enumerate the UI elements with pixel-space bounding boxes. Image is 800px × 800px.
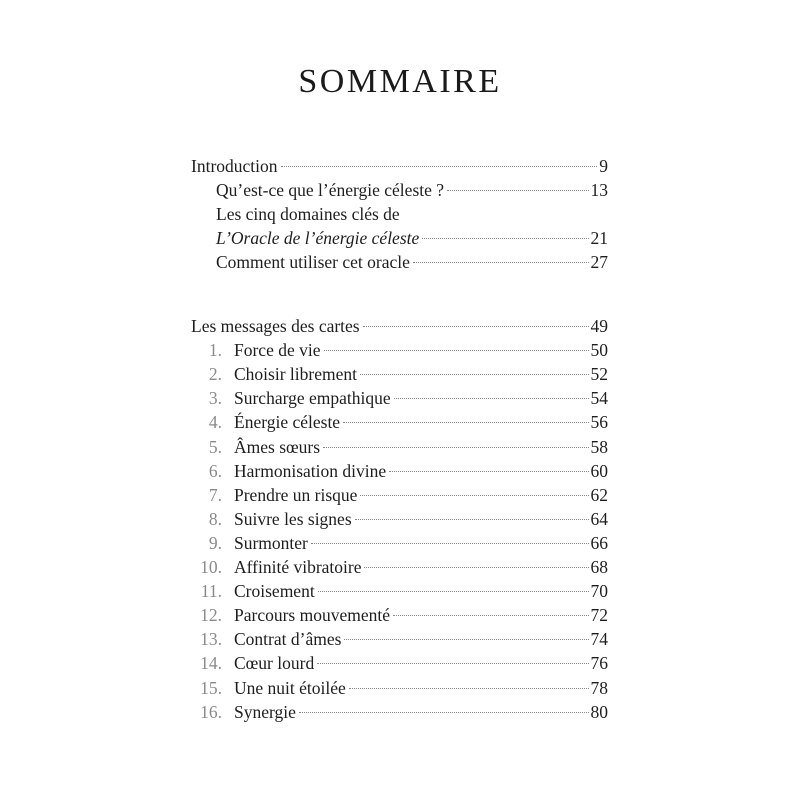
entry-label: Choisir librement [234,364,357,385]
entry-number: 8. [208,508,222,529]
entry-label: Une nuit étoilée [234,677,346,698]
dot-leader [323,447,588,448]
entry-label: Suivre les signes [234,508,352,529]
entry-label: Surcharge empathique [234,388,391,409]
toc-entry [216,202,608,226]
dot-leader [349,688,589,689]
entry-page-number: 76 [590,653,608,674]
entry-label: Surmonter [234,532,308,553]
entry-label: Âmes sœurs [234,436,321,457]
toc-card-entry [192,651,608,675]
entry-page-number: 80 [590,701,608,722]
entry-page-number: 49 [590,316,608,336]
entry-label: Énergie céleste [234,412,341,433]
dot-leader [281,166,598,167]
entry-label: Affinité vibratoire [234,557,362,577]
entry-page-number: 50 [590,340,608,361]
dot-leader [364,567,588,568]
entry-number: 13. [200,629,222,650]
entry-page-number: 74 [590,629,608,650]
dot-leader [344,639,588,640]
toc-entry [191,314,608,338]
entry-page-number: 70 [590,581,608,602]
toc-card-entry [192,362,608,386]
entry-label: Prendre un risque [234,484,358,505]
entry-label: Les messages des cartes [191,316,360,336]
entry-label: Introduction [191,156,278,176]
entry-label: Cœur lourd [234,653,315,674]
entry-label: Synergie [234,701,296,722]
entry-number: 3. [208,388,222,409]
entry-label: Parcours mouvementé [234,605,390,626]
toc-card-entry [192,410,608,434]
dot-leader [343,422,588,423]
toc-card-entry [192,555,608,579]
entry-page-number: 9 [599,156,608,176]
entry-number: 6. [208,460,222,481]
entry-number: 9. [208,532,222,553]
entry-number: 10. [200,557,222,577]
toc-entry [216,178,608,202]
dot-leader [355,519,589,520]
dot-leader [413,262,589,263]
dot-leader [363,326,589,327]
dot-leader [360,374,589,375]
dot-leader [394,398,589,399]
toc-card-entry [192,338,608,362]
dot-leader [324,350,589,351]
entry-page-number: 58 [590,436,608,457]
toc-card-entry [192,483,608,507]
entry-number: 12. [200,605,222,626]
entry-page-number: 56 [590,412,608,433]
entry-page-number: 54 [590,388,608,409]
toc-card-entry [192,579,608,603]
entry-page-number: 72 [590,605,608,626]
entry-number: 14. [200,653,222,674]
entry-label: Croisement [234,581,315,602]
entry-number: 16. [200,701,222,722]
entry-number: 2. [208,364,222,385]
dot-leader [447,190,588,191]
toc-card-entry [192,459,608,483]
toc-entry [216,226,608,250]
entry-page-number: 13 [590,180,608,201]
entry-label: Qu’est-ce que l’énergie céleste ? [216,180,445,201]
entry-label: Les cinq domaines clés de [216,204,400,225]
toc-card-entry [192,531,608,555]
entry-number: 1. [208,340,222,361]
dot-leader [422,238,588,239]
entry-page-number: 21 [590,228,608,249]
toc-entry [191,154,608,178]
entry-page-number: 60 [590,460,608,481]
entry-page-number: 66 [590,532,608,553]
entry-number: 5. [208,436,222,457]
toc-card-entry [192,700,608,724]
entry-page-number: 52 [590,364,608,385]
entry-label: Contrat d’âmes [234,629,342,650]
entry-page-number: 64 [590,508,608,529]
entry-page-number: 27 [590,252,608,273]
dot-leader [317,663,588,664]
dot-leader [389,471,588,472]
toc-card-entry [192,627,608,651]
entry-label: Comment utiliser cet oracle [216,252,410,273]
toc-entry [216,250,608,274]
entry-number: 15. [200,677,222,698]
dot-leader [311,543,589,544]
toc-card-entry [192,507,608,531]
entry-number: 7. [208,484,222,505]
dot-leader [299,712,589,713]
toc-card-entry [192,386,608,410]
entry-label: Harmonisation divine [234,460,387,481]
entry-label: Force de vie [234,340,321,361]
entry-number: 4. [208,412,222,433]
dot-leader [360,495,588,496]
toc-card-entry [192,603,608,627]
entry-page-number: 62 [590,484,608,505]
page-title: SOMMAIRE [298,63,502,100]
entry-label: L’Oracle de l’énergie céleste [216,228,420,249]
entry-page-number: 78 [590,677,608,698]
entry-number: 11. [200,581,222,602]
dot-leader [393,615,589,616]
entry-page-number: 68 [590,557,608,577]
dot-leader [318,591,589,592]
toc-card-entry [192,676,608,700]
toc-card-entry [192,435,608,459]
